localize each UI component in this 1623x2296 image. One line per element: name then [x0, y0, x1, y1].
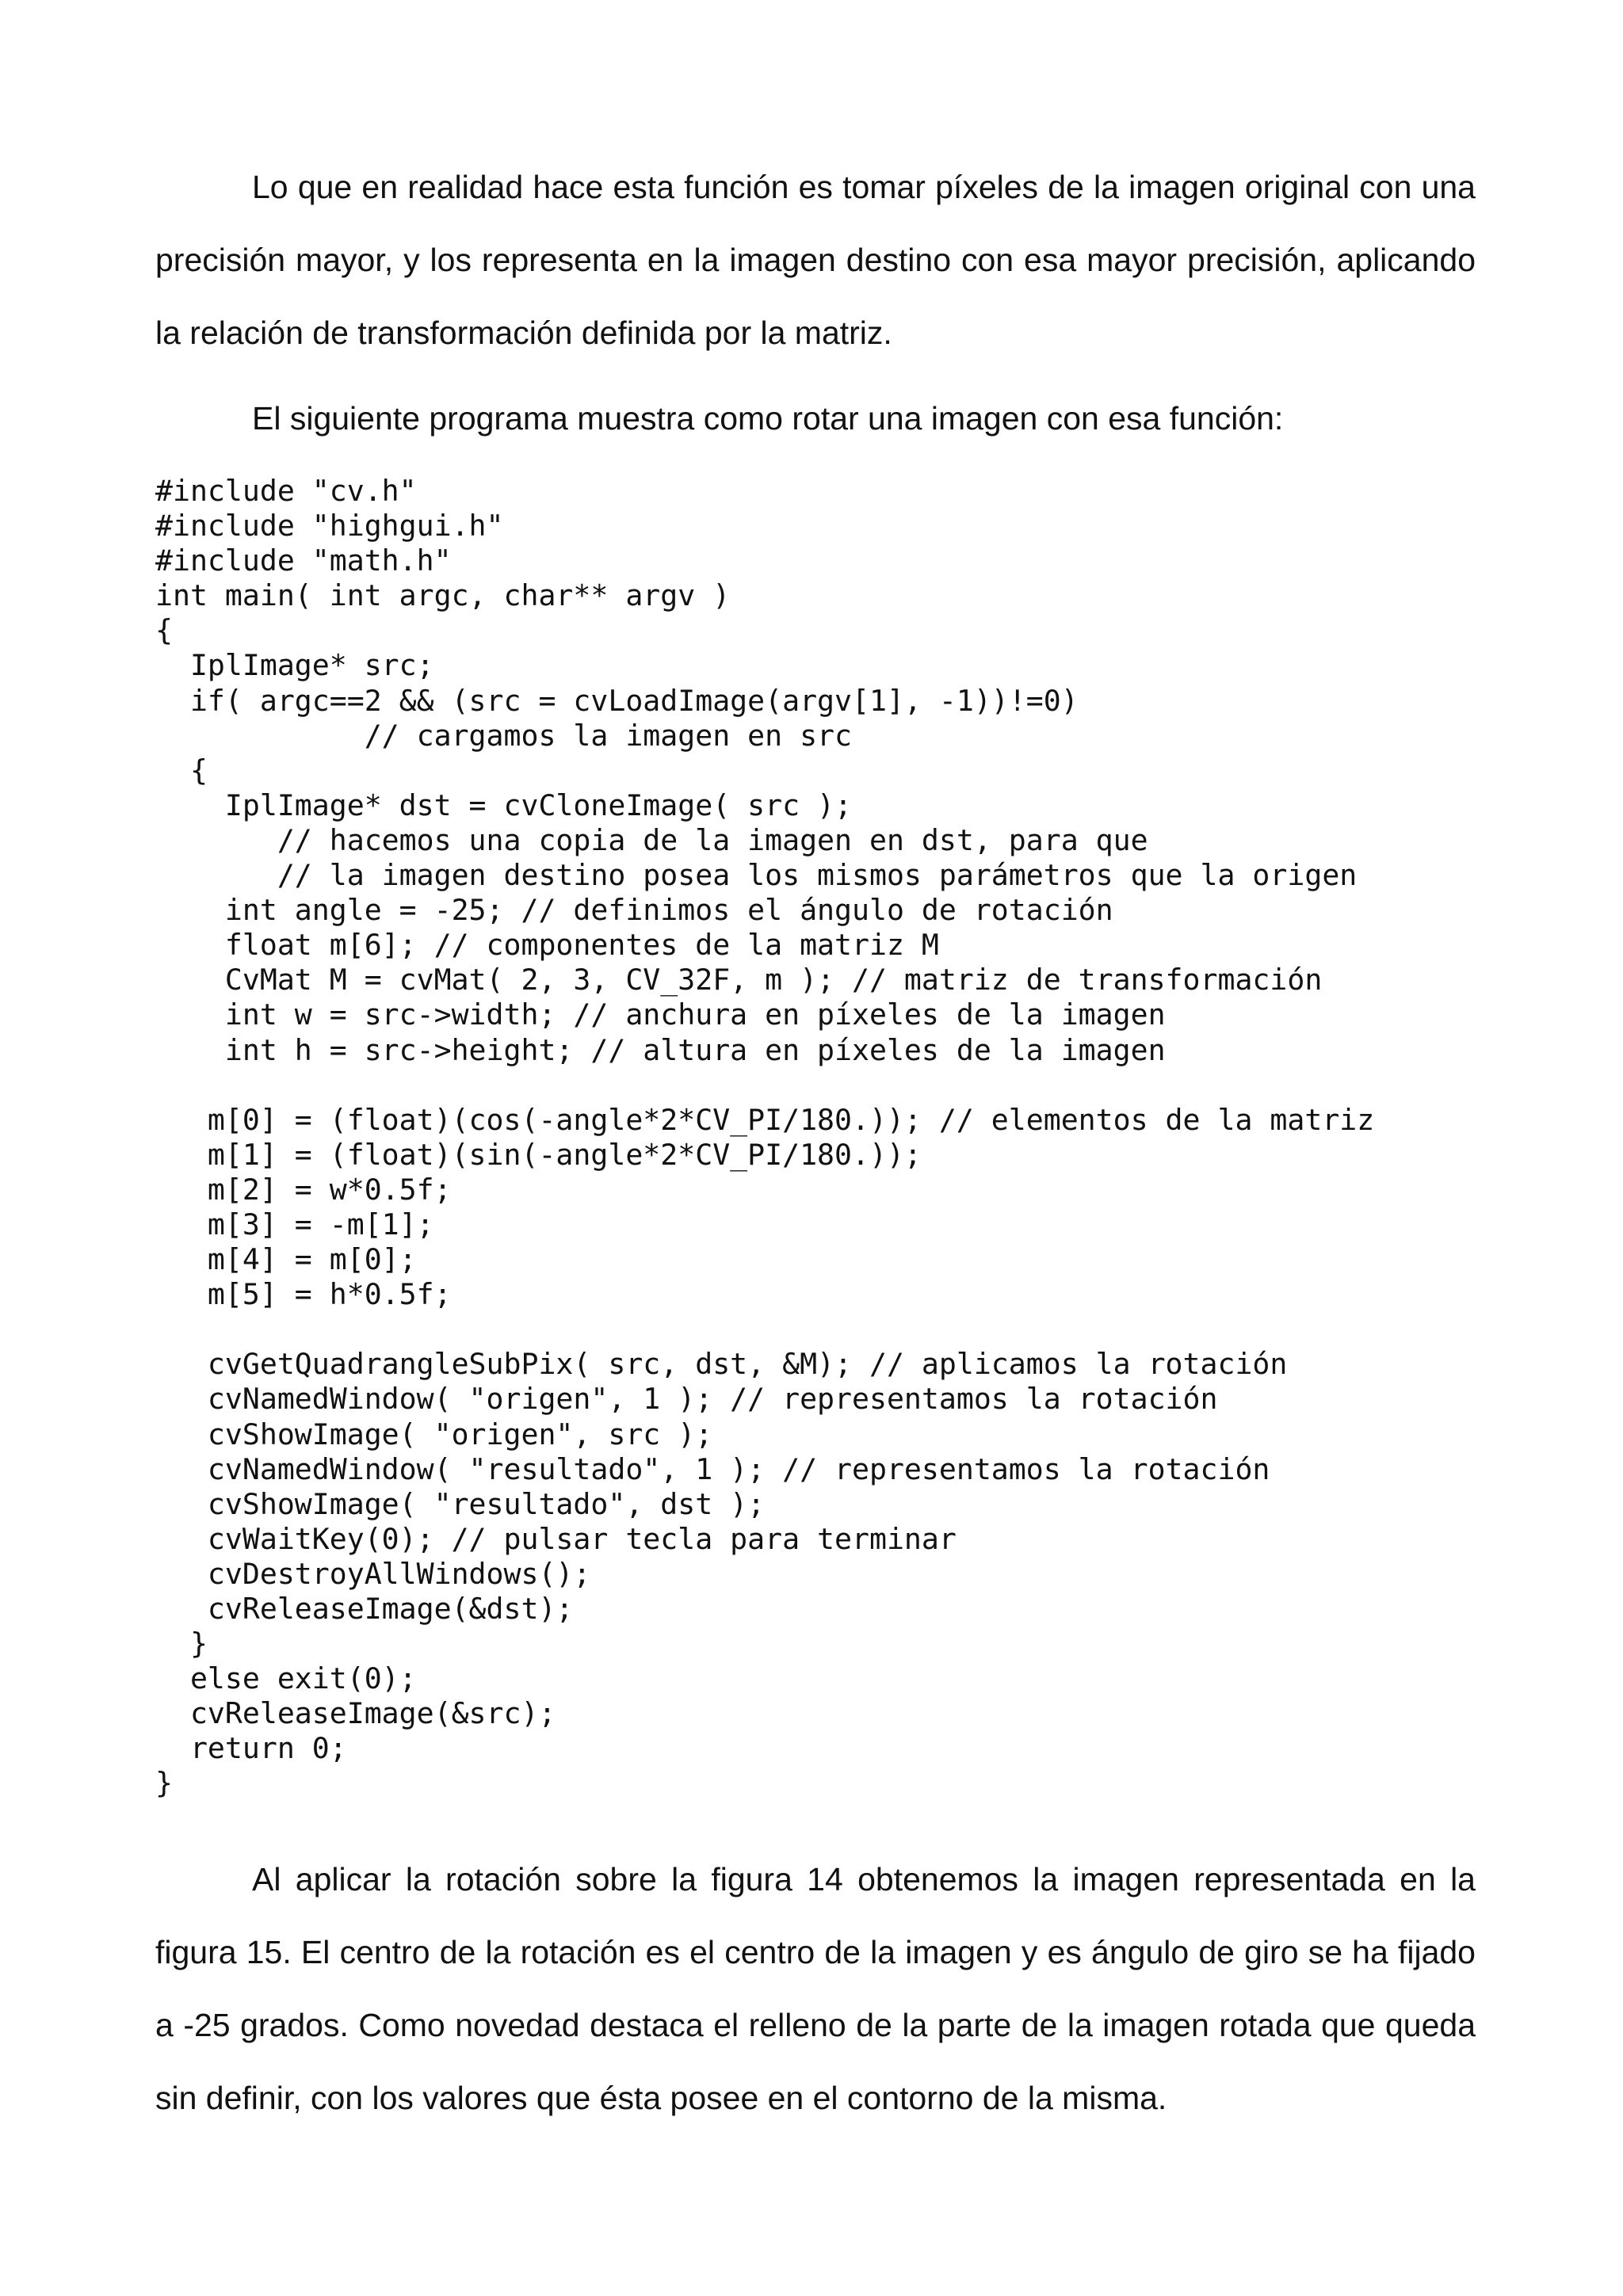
- code-line: #include "math.h": [155, 543, 452, 578]
- code-line: }: [155, 1766, 173, 1801]
- code-line: cvReleaseImage(&dst);: [155, 1592, 574, 1626]
- paragraph-result-text: Al aplicar la rotación sobre la figura 14 obtenemos la imagen representada en la figura 15. El centro de la rotación es el centro de la imagen y es ángulo de giro se ha fijado a -25 grados. Como novedad destaca el relleno de la parte de la imagen rotada que queda sin definir, con los valores que ésta posee en el contorno de la misma.: [155, 1861, 1476, 2116]
- code-line: IplImage* dst = cvCloneImage( src );: [155, 788, 852, 822]
- code-line: return 0;: [155, 1731, 347, 1766]
- code-line: #include "cv.h": [155, 474, 417, 508]
- code-line: IplImage* src;: [155, 648, 434, 683]
- paragraph-result: [155, 1843, 1476, 2134]
- paragraph-program-intro: [155, 382, 1476, 455]
- code-line: // cargamos la imagen en src: [155, 718, 852, 753]
- code-line: [155, 1068, 1374, 1103]
- code-line: cvDestroyAllWindows();: [155, 1556, 591, 1591]
- paragraph-program-intro-text: El siguiente programa muestra como rotar una imagen con esa función:: [252, 400, 1284, 437]
- code-line: {: [155, 753, 208, 788]
- code-line: int w = src->width; // anchura en píxeles de la imagen: [155, 997, 1166, 1032]
- code-line: // la imagen destino posea los mismos parámetros que la origen: [155, 858, 1358, 893]
- code-line: cvShowImage( "resultado", dst );: [155, 1486, 766, 1521]
- code-line: int h = src->height; // altura en píxeles de la imagen: [155, 1032, 1166, 1067]
- code-line: CvMat M = cvMat( 2, 3, CV_32F, m ); // matriz de transformación: [155, 963, 1323, 997]
- code-line: int angle = -25; // definimos el ángulo de rotación: [155, 893, 1113, 928]
- code-line: m[2] = w*0.5f;: [155, 1172, 452, 1207]
- code-line: cvWaitKey(0); // pulsar tecla para terminar: [155, 1521, 957, 1556]
- code-line: cvNamedWindow( "resultado", 1 ); // representamos la rotación: [155, 1451, 1270, 1486]
- code-line: cvNamedWindow( "origen", 1 ); // representamos la rotación: [155, 1382, 1218, 1417]
- code-listing: [155, 474, 1374, 1802]
- code-line: float m[6]; // componentes de la matriz M: [155, 928, 939, 963]
- code-line: m[5] = h*0.5f;: [155, 1277, 452, 1312]
- code-line: cvGetQuadrangleSubPix( src, dst, &M); // aplicamos la rotación: [155, 1347, 1288, 1382]
- code-line: cvShowImage( "origen", src );: [155, 1417, 713, 1451]
- code-line: else exit(0);: [155, 1661, 417, 1696]
- code-line: {: [155, 613, 173, 648]
- code-line: [155, 1312, 1374, 1347]
- code-line: }: [155, 1627, 208, 1661]
- code-line: // hacemos una copia de la imagen en dst, para que: [155, 822, 1148, 857]
- code-line: m[0] = (float)(cos(-angle*2*CV_PI/180.)); // elementos de la matriz: [155, 1102, 1375, 1137]
- code-line: int main( int argc, char** argv ): [155, 578, 731, 613]
- code-line: if( argc==2 && (src = cvLoadImage(argv[1], -1))!=0): [155, 683, 1079, 718]
- code-line: cvReleaseImage(&src);: [155, 1696, 556, 1731]
- paragraph-intro-text: Lo que en realidad hace esta función es tomar píxeles de la imagen original con una precisión mayor, y los representa en la imagen destino con esa mayor precisión, aplicando la relación de transformación definida por la matriz.: [155, 169, 1476, 351]
- code-line: #include "highgui.h": [155, 509, 504, 543]
- code-line: m[1] = (float)(sin(-angle*2*CV_PI/180.));: [155, 1137, 922, 1172]
- paragraph-intro: [155, 151, 1476, 369]
- code-line: m[3] = -m[1];: [155, 1207, 434, 1241]
- code-line: m[4] = m[0];: [155, 1242, 417, 1277]
